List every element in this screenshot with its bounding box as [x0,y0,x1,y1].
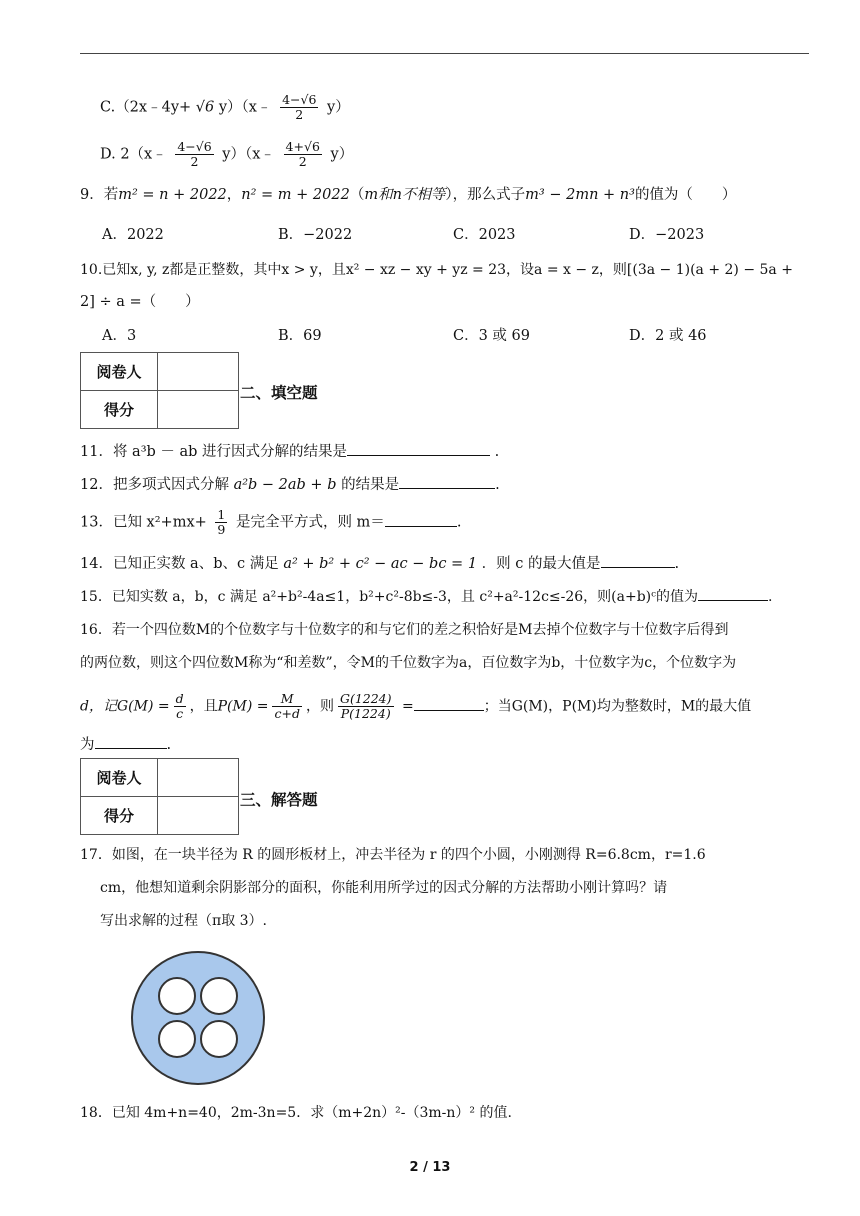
circle-figure [130,950,266,1086]
q8-option-d: D. 2（x﹣ $\frac{4-√6}{2}$ y）（x﹣ $\frac{4+√6}{2}$ y） [100,139,354,169]
large-circle [132,952,264,1084]
q9-stem: 9．若m² = n + 2022，n² = m + 2022（m和n不相等），那么式子m³ − 2mn + n³的值为（ ） [80,187,737,203]
fraction: $\frac{1}{9}$ [217,507,226,537]
score-box-section2 [80,352,239,429]
fraction: $\frac{M}{c+d}$ [274,691,300,721]
answer-blank [601,552,675,568]
q17-line2: cm，他想知道剩余阴影部分的面积，你能利用所学过的因式分解的方法帮助小刚计算吗？请 [100,880,668,896]
small-circle [159,1021,195,1057]
page-number: 2 / 13 [409,1160,451,1175]
q9-option-b: B．−2022 [278,227,353,243]
score-box-section3 [80,758,239,835]
fraction: $\frac{4-√6}{2}$ [282,92,317,122]
q10-stem-line2: 2] ÷ a =（ ） [80,294,200,310]
reviewer-cell [158,353,239,391]
q13: 13．已知 x²+mx+ $\frac{1}{9}$ 是完全平方式，则 m＝ . [80,507,462,537]
score-label: 得分 [81,391,158,429]
q12: 12．把多项式因式分解 a²b − 2ab + b 的结果是 . [80,473,500,495]
answer-blank [399,473,495,489]
reviewer-cell [158,759,239,797]
answer-blank [698,585,768,601]
small-circle [159,978,195,1014]
q10-option-c: C．3 或 69 [453,328,530,344]
reviewer-label: 阅卷人 [81,759,158,797]
reviewer-label: 阅卷人 [81,353,158,391]
q11: 11．将 a³b － ab 进行因式分解的结果是 . [80,440,499,462]
answer-blank [385,511,457,527]
q10-stem-line1: 10.已知x, y, z都是正整数，其中x > y，且x² − xz − xy + yz = 23，设a = x − z，则[(3a − 1)(a + 2) − 5a + [80,262,793,278]
header-rule [80,53,809,54]
q16-line4: 为 . [80,733,171,755]
q14: 14．已知正实数 a、b、c 满足 a² + b² + c² − ac − bc = 1 ．则 c 的最大值是 . [80,552,679,574]
score-cell [158,391,239,429]
q17-line3: 写出求解的过程（π取 3）. [100,913,268,929]
q10-option-a: A．3 [102,328,137,344]
q9-option-c: C．2023 [453,227,516,243]
q10-option-d: D．2 或 46 [629,328,707,344]
score-cell [158,797,239,835]
fraction: $\frac{G(1224)}{P(1224)}$ [339,691,392,721]
q9-option-a: A．2022 [102,227,164,243]
q9-option-d: D．−2023 [629,227,705,243]
score-label: 得分 [81,797,158,835]
q17-line1: 17．如图，在一块半径为 R 的圆形板材上，冲去半径为 r 的四个小圆，小刚测得 R=6.8cm，r=1.6 [80,847,706,863]
q8-option-c: C.（2x﹣4y+ √6 y）（x﹣ $\frac{4-√6}{2}$ y） [100,92,350,122]
q16-line2: 的两位数，则这个四位数M称为“和差数”，令M的千位数字为a，百位数字为b，十位数字为c，个位数字为 [80,655,737,671]
q16-line3: d，记G(M) = $\frac{d}{c}$ ，且P(M) = $\frac{M}{c+d}$ ，则 $\frac{G(1224)}{P(1224)}$ = ；当G(M)，P(M)均为整数时，M的最大值 [80,691,752,721]
answer-blank [414,695,484,711]
fraction: $\frac{4-√6}{2}$ [177,139,212,169]
answer-blank [95,733,167,749]
small-circle [201,978,237,1014]
section-title-answer: 三、解答题 [240,791,318,809]
q15: 15．已知实数 a，b，c 满足 a²+b²-4a≤1，b²+c²-8b≤-3，且 c²+a²-12c≤-26，则(a+b)ᶜ的值为 . [80,585,772,607]
small-circle [201,1021,237,1057]
q16-line1: 16．若一个四位数M的个位数字与十位数字的和与它们的差之积恰好是M去掉个位数字与十位数字后得到 [80,622,729,638]
q10-option-b: B．69 [278,328,322,344]
fraction: $\frac{4+√6}{2}$ [285,139,320,169]
fraction: $\frac{d}{c}$ [175,691,184,721]
answer-blank [347,440,490,456]
q18: 18．已知 4m+n=40，2m-3n=5．求（m+2n）²-（3m-n）² 的值. [80,1105,512,1121]
section-title-fill-blank: 二、填空题 [240,384,318,402]
